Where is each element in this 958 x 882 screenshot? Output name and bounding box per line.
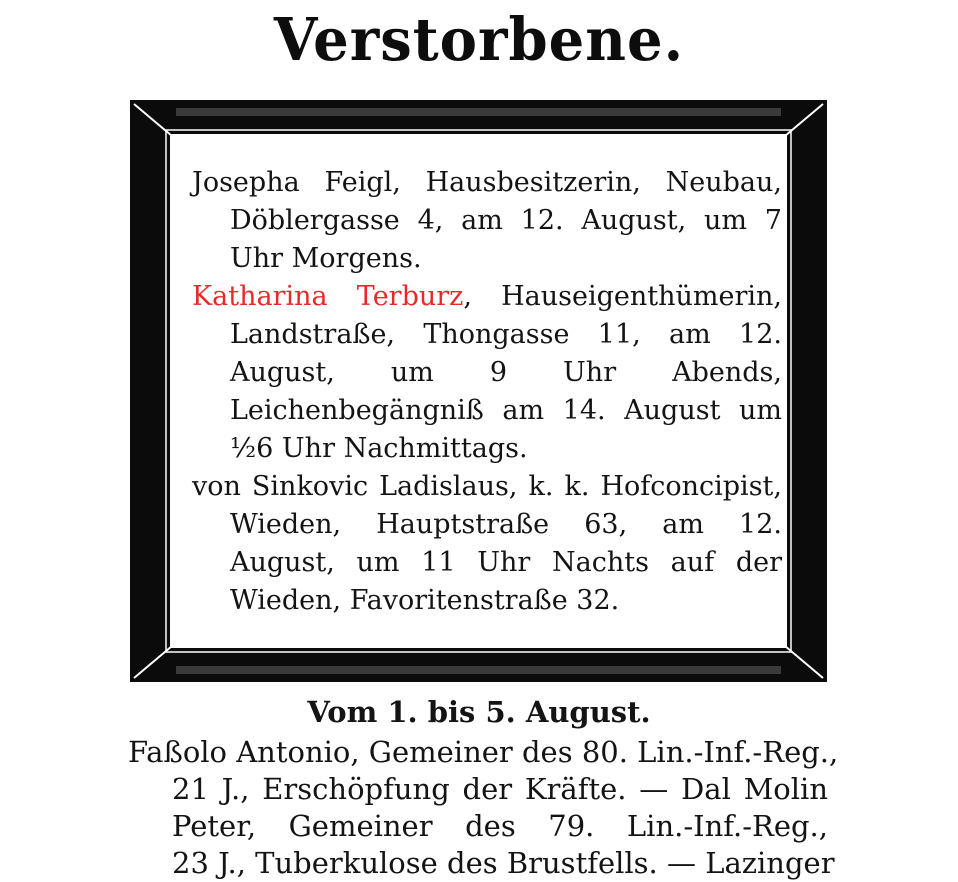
obituary-entry (192, 468, 782, 620)
list-line: 23 J., Tuberkulose des Brustfells. — Lazinger (172, 846, 835, 880)
list-line: 21 J., Erschöpfung der Kräfte. — Dal Molin (172, 772, 828, 806)
deaths-list (128, 734, 839, 882)
deceased-name: Josepha Feigl (192, 167, 393, 198)
deceased-name-highlighted: Katharina Terburz (192, 281, 464, 312)
page-title: Verstorbene. (273, 5, 685, 75)
deceased-name: von Sinkovic Ladislaus (192, 471, 509, 502)
obituary-frame (130, 100, 827, 682)
deceased-details: , Hausbesitzerin, Neubau, Döblergasse 4, am 12. August, um 7 Uhr Morgens. (230, 167, 782, 274)
deceased-details: , Hauseigenthümerin, Landstraße, Thongasse 11, am 12. August, um 9 Uhr Abends, Leichenbegängniß am 14. August um ½6 Uhr Nachmittags. (230, 281, 782, 464)
list-line: Peter, Gemeiner des 79. Lin.-Inf.-Reg., (172, 809, 828, 843)
obituary-list (192, 164, 782, 620)
section-heading: Vom 1. bis 5. August. (307, 695, 651, 729)
obituary-entry (192, 164, 782, 278)
deceased-details: , k. k. Hofconcipist, Wieden, Hauptstraße 63, am 12. August, um 11 Uhr Nachts auf der Wieden, Favoritenstraße 32. (230, 471, 782, 616)
list-line: Faßolo Antonio, Gemeiner des 80. Lin.-Inf.-Reg., (128, 735, 839, 769)
obituary-entry (192, 278, 782, 468)
